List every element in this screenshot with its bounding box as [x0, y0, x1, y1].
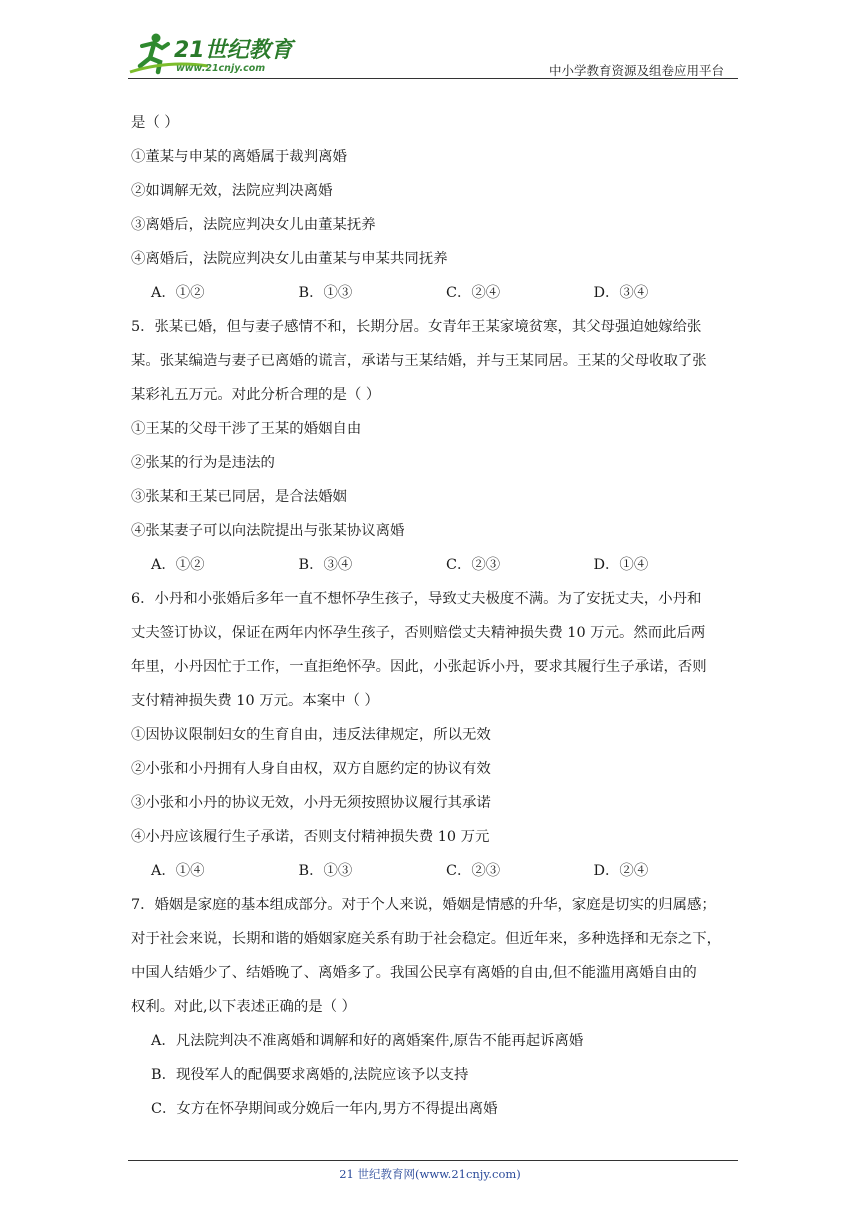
q5-option-a: A．①②	[151, 557, 205, 573]
q6-option-d: D．②④	[593, 863, 649, 879]
q7-choice-a: A．凡法院判决不准离婚和调解和好的离婚案件,原告不能再起诉离婚	[151, 1033, 584, 1049]
q6-item: ②小张和小丹拥有人身自由权，双方自愿约定的协议有效	[131, 761, 491, 777]
q5-stem: 某彩礼五万元。对此分析合理的是（ ）	[131, 387, 381, 403]
q6-item: ③小张和小丹的协议无效，小丹无须按照协议履行其承诺	[131, 795, 491, 811]
q5-option-c: C．②③	[446, 557, 501, 573]
header-divider	[128, 78, 738, 79]
q6-stem: 支付精神损失费 10 万元。本案中（ ）	[131, 693, 379, 709]
q7-choice-b: B．现役军人的配偶要求离婚的,法院应该予以支持	[151, 1067, 469, 1083]
q7-stem: 对于社会来说，长期和谐的婚姻家庭关系有助于社会稳定。但近年来，多种选择和无奈之下，	[131, 931, 722, 947]
logo-21cnjy	[128, 30, 298, 76]
q5-stem: 某。张某编造与妻子已离婚的谎言，承诺与王某结婚，并与王某同居。王某的父母收取了张	[131, 353, 707, 369]
q7-stem: 7．婚姻是家庭的基本组成部分。对于个人来说，婚姻是情感的升华，家庭是切实的归属感；	[131, 897, 716, 913]
footer-divider	[128, 1160, 738, 1161]
q6-item: ①因协议限制妇女的生育自由，违反法律规定，所以无效	[131, 727, 491, 743]
q6-option-a: A．①④	[151, 863, 205, 879]
q6-option-b: B．①③	[298, 863, 353, 879]
q6-stem: 6．小丹和小张婚后多年一直不想怀孕生孩子，导致丈夫极度不满。为了安抚丈夫，小丹和	[131, 591, 702, 607]
q6-stem: 丈夫签订协议，保证在两年内怀孕生孩子，否则赔偿丈夫精神损失费 10 万元。然而此后两	[131, 625, 706, 641]
q7-choice-c: C．女方在怀孕期间或分娩后一年内,男方不得提出离婚	[151, 1101, 498, 1117]
q4-item: ④离婚后，法院应判决女儿由董某与申某共同抚养	[131, 251, 448, 267]
q4-item: ③离婚后，法院应判决女儿由董某抚养	[131, 217, 376, 233]
platform-name: 中小学教育资源及组卷应用平台	[548, 63, 724, 78]
q4-stem-tail: 是（ ）	[131, 115, 179, 131]
q5-item: ②张某的行为是违法的	[131, 455, 275, 471]
q5-option-b: B．③④	[298, 557, 353, 573]
q4-item: ②如调解无效，法院应判决离婚	[131, 183, 333, 199]
q5-item: ①王某的父母干涉了王某的婚姻自由	[131, 421, 362, 437]
footer-link[interactable]: 21 世纪教育网(www.21cnjy.com)	[339, 1167, 521, 1181]
q4-option-d: D．③④	[593, 285, 649, 301]
q6-stem: 年里，小丹因忙于工作，一直拒绝怀孕。因此，小张起诉小丹，要求其履行生子承诺，否则	[131, 659, 707, 675]
q7-stem: 中国人结婚少了、结婚晚了、离婚多了。我国公民享有离婚的自由,但不能滥用离婚自由的	[131, 965, 697, 981]
q4-option-b: B．①③	[298, 285, 353, 301]
logo-text: 21世纪教育	[174, 38, 293, 63]
q5-item: ④张某妻子可以向法院提出与张某协议离婚	[131, 523, 405, 539]
q5-stem: 5．张某已婚，但与妻子感情不和，长期分居。女青年王某家境贫寒，其父母强迫她嫁给张	[131, 319, 702, 335]
q4-item: ①董某与申某的离婚属于裁判离婚	[131, 149, 347, 165]
logo-url: www.21cnjy.com	[176, 63, 266, 74]
q5-options	[131, 548, 741, 582]
q5-item: ③张某和王某已同居，是合法婚姻	[131, 489, 347, 505]
question-content	[131, 106, 741, 1126]
q6-options	[131, 854, 741, 888]
q6-option-c: C．②③	[446, 863, 501, 879]
q7-stem: 权利。对此,以下表述正确的是（ ）	[131, 999, 357, 1015]
q4-option-c: C．②④	[446, 285, 501, 301]
q4-option-a: A．①②	[151, 285, 205, 301]
q6-item: ④小丹应该履行生子承诺，否则支付精神损失费 10 万元	[131, 829, 490, 845]
page-header	[128, 30, 738, 78]
q4-options	[131, 276, 741, 310]
q5-option-d: D．①④	[593, 557, 649, 573]
